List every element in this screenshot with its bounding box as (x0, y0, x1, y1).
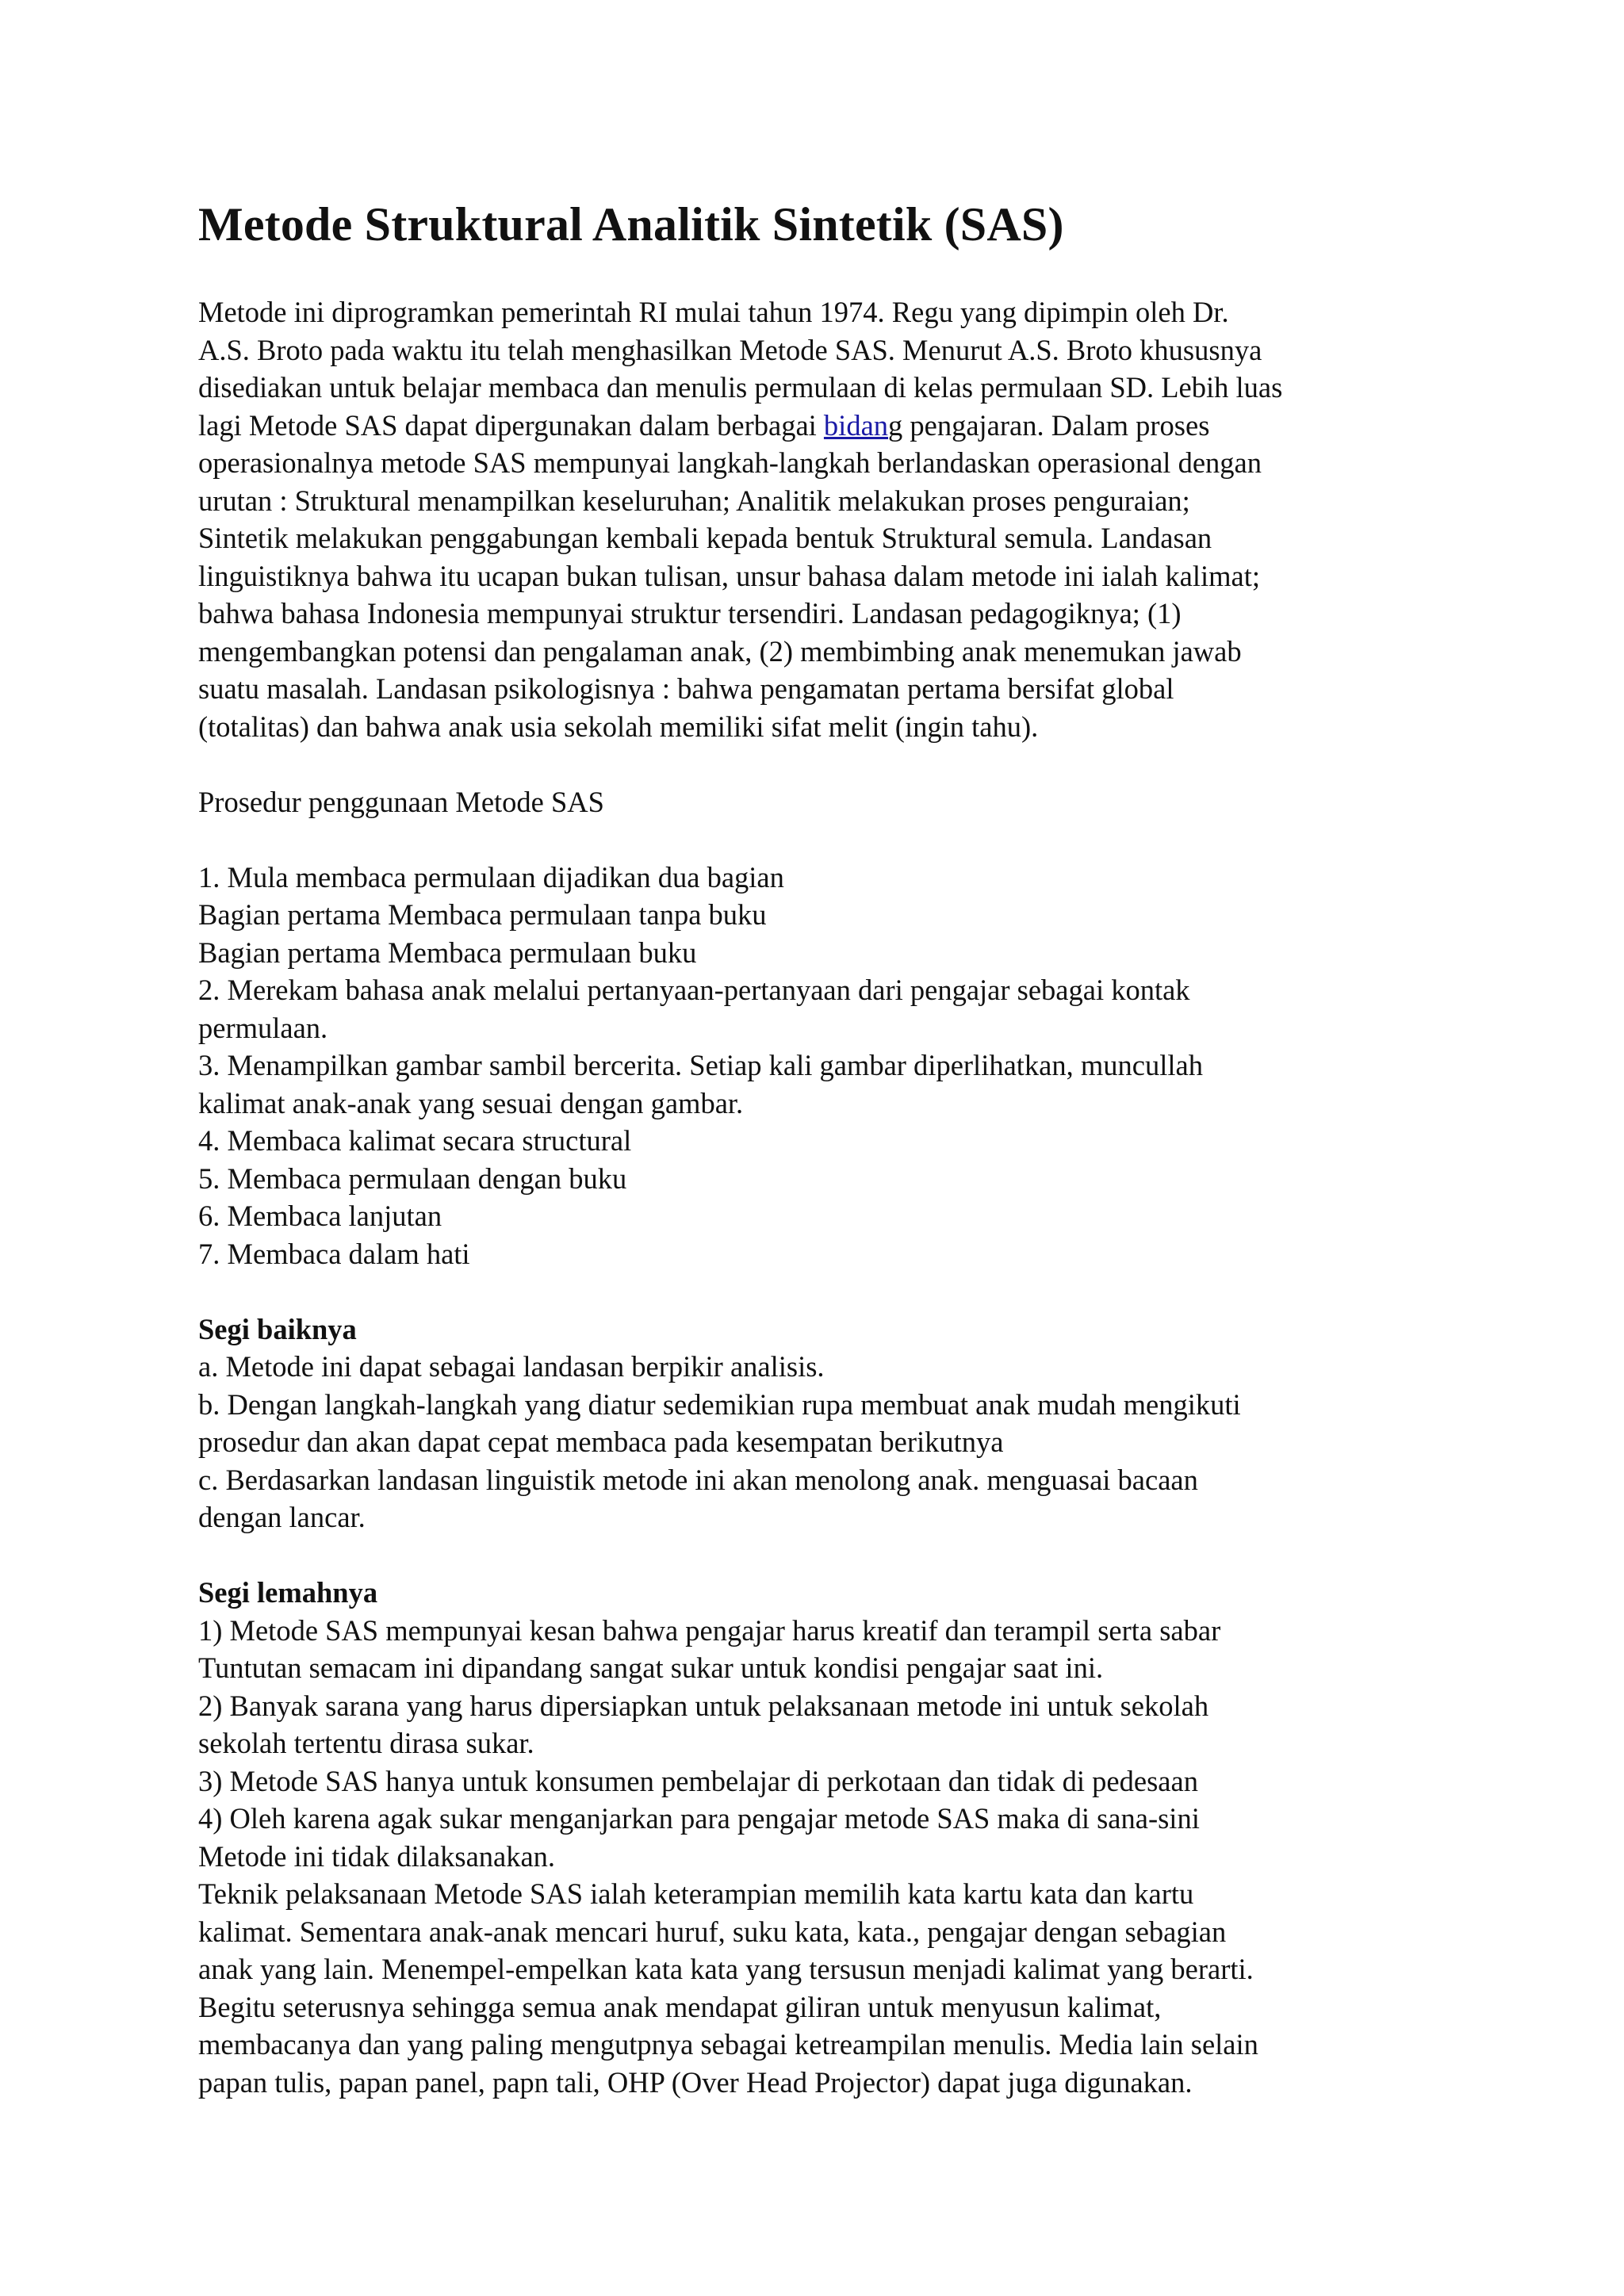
document-body (198, 293, 1451, 2101)
technique-line: Teknik pelaksanaan Metode SAS ialah keterampian memilih kata kartu kata dan kartu (198, 1877, 1194, 1910)
technique-line: papan tulis, papan panel, papn tali, OHP (Over Head Projector) dapat juga digunakan. (198, 2065, 1193, 2099)
strength-item: b. Dengan langkah-langkah yang diatur sedemikian rupa membuat anak mudah mengikuti (198, 1387, 1241, 1421)
document-title: Metode Struktural Analitik Sintetik (SAS) (198, 198, 1064, 251)
procedure-item: 2. Merekam bahasa anak melalui pertanyaan-pertanyaan dari pengajar sebagai kontak (198, 974, 1190, 1006)
technique-line: Begitu seterusnya sehingga semua anak mendapat giliran untuk menyusun kalimat, (198, 1990, 1162, 2023)
paragraph-spacer (198, 1536, 1451, 1575)
procedure-item: 5. Membaca permulaan dengan buku (198, 1161, 627, 1195)
intro-line: Metode ini diprogramkan pemerintah RI mulai tahun 1974. Regu yang dipimpin oleh Dr. (198, 296, 1229, 328)
weakness-item: Metode ini tidak dilaksanakan. (198, 1839, 556, 1873)
document-page (198, 197, 1451, 2101)
weaknesses-section (198, 1574, 1451, 2101)
procedure-item: 3. Menampilkan gambar sambil bercerita. Setiap kali gambar diperlihatkan, muncullah (198, 1049, 1203, 1081)
weakness-item: 4) Oleh karena agak sukar menganjarkan para pengajar metode SAS maka di sana-sini (198, 1802, 1200, 1835)
intro-line: linguistiknya bahwa itu ucapan bukan tulisan, unsur bahasa dalam metode ini ialah kalimat; (198, 559, 1261, 592)
intro-line: urutan : Struktural menampilkan keseluruhan; Analitik melakukan proses penguraian; (198, 484, 1190, 517)
procedure-item: 7. Membaca dalam hati (198, 1237, 470, 1270)
weakness-item: 1) Metode SAS mempunyai kesan bahwa pengajar harus kreatif dan terampil serta sabar (198, 1613, 1221, 1647)
procedure-item: 6. Membaca lanjutan (198, 1200, 442, 1232)
intro-line: mengembangkan potensi dan pengalaman anak, (2) membimbing anak menemukan jawab (198, 634, 1242, 668)
strength-item: a. Metode ini dapat sebagai landasan berpikir analisis. (198, 1350, 825, 1383)
strength-item: dengan lancar. (198, 1501, 366, 1533)
intro-line: suatu masalah. Landasan psikologisnya : bahwa pengamatan pertama bersifat global (198, 672, 1174, 705)
strengths-heading: Segi baiknya (198, 1312, 357, 1345)
strength-item: c. Berdasarkan landasan linguistik metode ini akan menolong anak. menguasai bacaan (198, 1463, 1198, 1496)
procedure-list (198, 859, 1451, 1273)
technique-line: membacanya dan yang paling mengutpnya sebagai ketreampilan menulis. Media lain selain (198, 2028, 1258, 2061)
procedure-item: 4. Membaca kalimat secara structural (198, 1124, 632, 1157)
strengths-section (198, 1311, 1451, 1536)
weakness-item: 2) Banyak sarana yang harus dipersiapkan untuk pelaksanaan metode ini untuk sekolah (198, 1689, 1209, 1722)
procedure-item: Bagian pertama Membaca permulaan buku (198, 936, 697, 969)
procedure-item: 1. Mula membaca permulaan dijadikan dua bagian (198, 860, 784, 894)
paragraph-spacer (198, 1272, 1451, 1311)
weakness-item: 3) Metode SAS hanya untuk konsumen pembelajar di perkotaan dan tidak di pedesaan (198, 1764, 1198, 1797)
intro-text: g pengajaran. Dalam proses (888, 408, 1210, 442)
procedure-heading-paragraph (198, 783, 1451, 821)
weakness-item: sekolah tertentu dirasa sukar. (198, 1727, 534, 1759)
bidang-link[interactable]: bidan (823, 408, 889, 442)
intro-line: operasionalnya metode SAS mempunyai langkah-langkah berlandaskan operasional dengan (198, 446, 1262, 479)
weaknesses-heading: Segi lemahnya (198, 1576, 378, 1609)
intro-text: lagi Metode SAS dapat dipergunakan dalam berbagai (198, 408, 824, 442)
procedure-heading: Prosedur penggunaan Metode SAS (198, 785, 604, 818)
intro-paragraph (198, 293, 1451, 745)
weakness-item: Tuntutan semacam ini dipandang sangat sukar untuk kondisi pengajar saat ini. (198, 1651, 1104, 1684)
technique-line: kalimat. Sementara anak-anak mencari huruf, suku kata, kata., pengajar dengan sebagian (198, 1915, 1227, 1948)
intro-line: disediakan untuk belajar membaca dan menulis permulaan di kelas permulaan SD. Lebih luas (198, 371, 1283, 404)
procedure-item: permulaan. (198, 1011, 328, 1044)
intro-line: (totalitas) dan bahwa anak usia sekolah memiliki sifat melit (ingin tahu). (198, 710, 1039, 743)
intro-line-with-link (198, 407, 1451, 445)
intro-line: Sintetik melakukan penggabungan kembali kepada bentuk Struktural semula. Landasan (198, 522, 1212, 554)
procedure-item: kalimat anak-anak yang sesuai dengan gambar. (198, 1086, 744, 1119)
paragraph-spacer (198, 821, 1451, 859)
intro-line: bahwa bahasa Indonesia mempunyai struktur tersendiri. Landasan pedagogiknya; (1) (198, 597, 1182, 629)
strength-item: prosedur dan akan dapat cepat membaca pada kesempatan berikutnya (198, 1425, 1004, 1458)
intro-line: A.S. Broto pada waktu itu telah menghasilkan Metode SAS. Menurut A.S. Broto khususnya (198, 333, 1262, 366)
paragraph-spacer (198, 745, 1451, 783)
procedure-item: Bagian pertama Membaca permulaan tanpa buku (198, 898, 767, 931)
technique-line: anak yang lain. Menempel-empelkan kata kata yang tersusun menjadi kalimat yang berarti. (198, 1953, 1254, 1985)
